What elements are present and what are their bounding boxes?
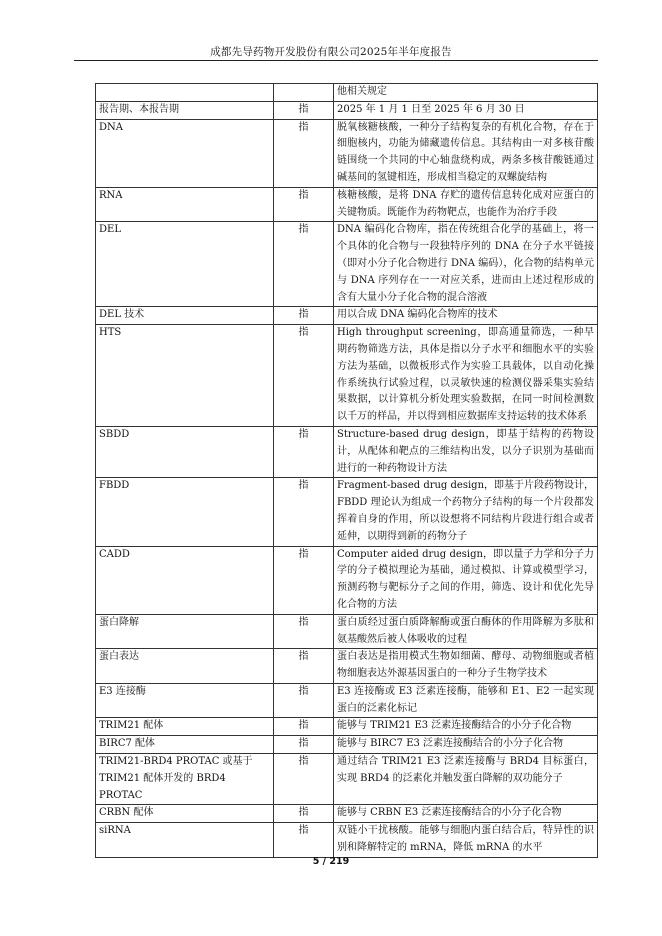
table-row [96,754,598,805]
term-cell: DEL [96,222,274,307]
term-cell: HTS [96,325,274,427]
definition-cell: Structure-based drug design，即基于结构的药物设计，从配体和靶点的三维结构出发，以分子识别为基础而进行的一种药物设计方法 [334,426,598,477]
term-cell: siRNA [96,823,274,858]
definition-marker-cell: 指 [274,683,334,718]
definition-marker-cell: 指 [274,222,334,307]
table-row [96,823,598,858]
definition-cell: 2025 年 1 月 1 日至 2025 年 6 月 30 日 [334,101,598,119]
definition-cell: 双链小干扰核酸。能够与细胞内蛋白结合后，特异性的识别和降解特定的 mRNA，降低 mRNA 的水平 [334,823,598,858]
definition-cell: 能够与 CRBN E3 泛素连接酶结合的小分子化合物 [334,805,598,823]
definition-cell: 能够与 BIRC7 E3 泛素连接酶结合的小分子化合物 [334,736,598,754]
term-cell: CRBN 配体 [96,805,274,823]
term-cell: DNA [96,119,274,187]
definition-marker-cell: 指 [274,101,334,119]
definition-marker-cell: 指 [274,546,334,614]
table-row [96,307,598,325]
definition-marker-cell: 指 [274,307,334,325]
table-row [96,805,598,823]
table-row [96,546,598,614]
term-cell: 蛋白降解 [96,614,274,649]
table-row [96,736,598,754]
term-cell: 蛋白表达 [96,649,274,684]
definition-cell: Fragment-based drug design，即基于片段药物设计，FBDD 理论认为组成一个药物分子结构的每一个片段都发挥着自身的作用，所以设想将不同结构片段进行组合或者延伸，以期得到新的药物分子 [334,478,598,546]
term-cell: FBDD [96,478,274,546]
table-row [96,478,598,546]
definition-cell: 蛋白表达是指用模式生物如细菌、酵母、动物细胞或者植物细胞表达外源基因蛋白的一种分子生物学技术 [334,649,598,684]
definition-cell: 脱氧核糖核酸，一种分子结构复杂的有机化合物，存在于细胞核内，功能为储藏遗传信息。其结构由一对多核苷酸链围绕一个共同的中心轴盘绕构成，两条多核苷酸链通过碱基间的氢键相连，形成相当稳定的双螺旋结构 [334,119,598,187]
definition-cell: Computer aided drug design，即以量子力学和分子力学的分子模拟理论为基础，通过模拟、计算或模型学习，预测药物与靶标分子之间的作用，筛选、设计和优化先导化合物的方法 [334,546,598,614]
header-rule [74,60,598,61]
definition-cell: DNA 编码化合物库，指在传统组合化学的基础上，将一个具体的化合物与一段独特序列的 DNA 在分子水平链接（即对小分子化合物进行 DNA 编码），化合物的结构单元与 DNA 序列存在一一对应关系，进而由上述过程形成的含有大量小分子化合物的混合溶液 [334,222,598,307]
definition-cell: 用以合成 DNA 编码化合物库的技术 [334,307,598,325]
table-row [96,119,598,187]
term-cell: DEL 技术 [96,307,274,325]
definition-marker-cell: 指 [274,426,334,477]
table-row [96,222,598,307]
definition-marker-cell: 指 [274,718,334,736]
definition-cell: 核糖核酸，是将 DNA 存贮的遗传信息转化成对应蛋白的关键物质。既能作为药物靶点，也能作为治疗手段 [334,187,598,222]
term-cell: SBDD [96,426,274,477]
term-cell: E3 连接酶 [96,683,274,718]
table-row [96,683,598,718]
definition-marker-cell: 指 [274,754,334,805]
term-cell: 报告期、本报告期 [96,101,274,119]
page-number: 5 / 219 [312,856,350,867]
table-row [96,325,598,427]
term-cell: RNA [96,187,274,222]
definition-marker-cell: 指 [274,823,334,858]
table-row [96,426,598,477]
term-cell: BIRC7 配体 [96,736,274,754]
definition-marker-cell: 指 [274,187,334,222]
table-row [96,101,598,119]
definition-cell: High throughput screening，即高通量筛选，一种早期药物筛选方法，具体是指以分子水平和细胞水平的实验方法为基础，以微板形式作为实验工具载体，以自动化操作系统执行试验过程，以灵敏快速的检测仪器采集实验结果数据，以计算机分析处理实验数据，在同一时间检测数以千万的样品，并以得到相应数据库支持运转的技术体系 [334,325,598,427]
definition-marker-cell: 指 [274,478,334,546]
page-header: 成都先导药物开发股份有限公司2025年半年度报告 [210,46,452,58]
definition-cell: E3 连接酶或 E3 泛素连接酶，能够和 E1、E2 一起实现蛋白的泛素化标记 [334,683,598,718]
term-cell: TRIM21 配体 [96,718,274,736]
table-row [96,614,598,649]
definition-marker-cell: 指 [274,805,334,823]
definition-marker-cell: 指 [274,614,334,649]
definition-cell: 通过结合 TRIM21 E3 泛素连接酶与 BRD4 目标蛋白，实现 BRD4 的泛素化并触发蛋白降解的双功能分子 [334,754,598,805]
table-row [96,187,598,222]
definition-cell: 他相关规定 [334,84,598,102]
definition-marker-cell: 指 [274,736,334,754]
definition-marker-cell: 指 [274,119,334,187]
term-cell: TRIM21-BRD4 PROTAC 或基于 TRIM21 配体开发的 BRD4 PROTAC [96,754,274,805]
definition-cell: 蛋白质经过蛋白质降解酶或蛋白酶体的作用降解为多肽和氨基酸然后被人体吸收的过程 [334,614,598,649]
table-row [96,84,598,102]
table-row [96,718,598,736]
definition-marker-cell: 指 [274,325,334,427]
glossary-table [95,83,598,858]
definition-cell: 能够与 TRIM21 E3 泛素连接酶结合的小分子化合物 [334,718,598,736]
definition-marker-cell: 指 [274,649,334,684]
term-cell [96,84,274,102]
table-row [96,649,598,684]
definition-marker-cell [274,84,334,102]
term-cell: CADD [96,546,274,614]
